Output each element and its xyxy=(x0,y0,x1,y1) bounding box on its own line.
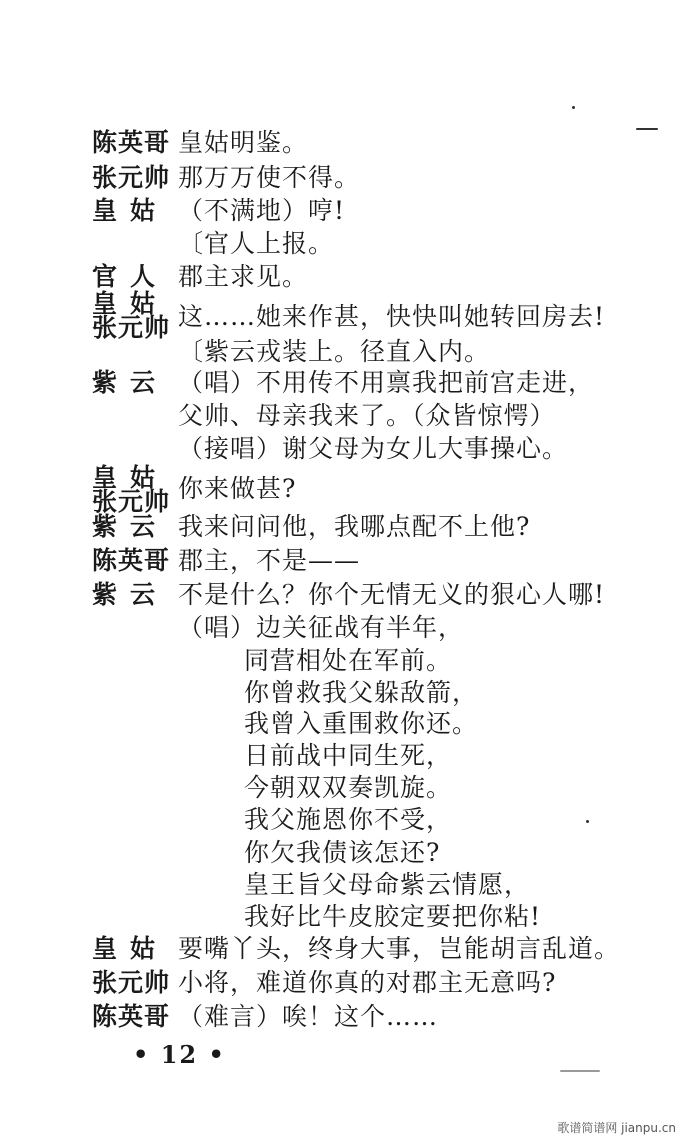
dialogue-text: （难言）唉！这个…… xyxy=(178,1002,439,1031)
song-text: 今朝双双奏凯旋。 xyxy=(244,773,453,802)
stage-direction: 〔紫云戎装上。径直入内。 xyxy=(178,337,491,366)
song-text: 你曾救我父躲敌箭， xyxy=(244,678,479,707)
scan-speck xyxy=(586,820,589,823)
speaker-char: 姑 xyxy=(129,934,156,963)
speaker-char: 紫 xyxy=(92,580,119,609)
dialogue-text: 郡主求见。 xyxy=(178,262,309,291)
speaker-char: 姑 xyxy=(129,196,156,225)
speaker-char: 云 xyxy=(129,580,156,609)
speaker-char: 皇 xyxy=(92,289,119,318)
scan-speck xyxy=(572,106,575,109)
speaker-name-group xyxy=(92,463,171,516)
song-text: 同营相处在军前。 xyxy=(244,646,453,675)
speaker-char: 云 xyxy=(129,368,156,397)
speaker-name: 陈英哥 xyxy=(92,128,171,157)
stage-direction: 〔官人上报。 xyxy=(178,229,335,258)
speaker-name-group xyxy=(92,289,171,342)
dialogue-text: 皇姑明鉴。 xyxy=(178,128,309,157)
speaker-char: 姑 xyxy=(129,289,156,318)
scan-speck xyxy=(636,128,658,130)
dialogue-text: （不满地）哼! xyxy=(178,196,346,225)
speaker-char: 人 xyxy=(129,262,156,291)
song-text: （唱）边关征战有半年， xyxy=(178,613,465,642)
speaker-name: 张元帅 xyxy=(92,968,171,997)
speaker-char: 皇 xyxy=(92,196,119,225)
dialogue-text: 郡主，不是—— xyxy=(178,546,361,575)
song-text: 我好比牛皮胶定要把你粘! xyxy=(244,902,542,931)
dialogue-text: 那万万使不得。 xyxy=(178,163,361,192)
song-text: 你欠我债该怎还? xyxy=(244,838,441,867)
speaker-char: 紫 xyxy=(92,368,119,397)
speaker-char: 云 xyxy=(129,512,156,541)
dialogue-text: （唱）不用传不用禀我把前宫走进， xyxy=(178,368,595,397)
dialogue-text: 小将，难道你真的对郡主无意吗? xyxy=(178,968,557,997)
song-text: 我父施恩你不受， xyxy=(244,805,453,834)
song-text: 日前战中同生死， xyxy=(244,741,453,770)
dialogue-text: （接唱）谢父母为女儿大事操心。 xyxy=(178,434,569,463)
dialogue-text: 这……她来作甚，快快叫她转回房去! xyxy=(178,302,606,331)
speaker-char: 紫 xyxy=(92,512,119,541)
dialogue-text: 不是什么？你个无情无义的狠心人哪! xyxy=(178,580,606,609)
speaker-char: 皇 xyxy=(92,934,119,963)
watermark: 歌谱简谱网 jianpu.cn xyxy=(557,1121,676,1135)
speaker-name xyxy=(92,196,156,226)
speaker-name: 张元帅 xyxy=(92,487,171,516)
speaker-name: 陈英哥 xyxy=(92,546,171,575)
scan-speck xyxy=(560,1070,600,1072)
song-text: 我曾入重围救你还。 xyxy=(244,709,479,738)
speaker-name xyxy=(92,368,156,398)
dialogue-text: 父帅、母亲我来了。（众皆惊愕） xyxy=(178,401,556,430)
speaker-name xyxy=(92,580,156,610)
speaker-char: 皇 xyxy=(92,463,119,492)
dialogue-text: 你来做甚? xyxy=(178,474,297,503)
song-text: 皇王旨父母命紫云情愿， xyxy=(244,870,531,899)
speaker-name: 张元帅 xyxy=(92,163,171,192)
speaker-char: 姑 xyxy=(129,463,156,492)
speaker-name xyxy=(92,934,156,964)
dialogue-text: 我来问问他，我哪点配不上他? xyxy=(178,512,531,541)
page-number: • 12 • xyxy=(133,1040,226,1069)
dialogue-text: 要嘴丫头，终身大事，岂能胡言乱道。 xyxy=(178,934,621,963)
speaker-name: 张元帅 xyxy=(92,313,171,342)
speaker-char: 官 xyxy=(92,262,119,291)
speaker-name xyxy=(92,262,156,292)
speaker-name xyxy=(92,512,156,542)
speaker-name: 陈英哥 xyxy=(92,1002,171,1031)
